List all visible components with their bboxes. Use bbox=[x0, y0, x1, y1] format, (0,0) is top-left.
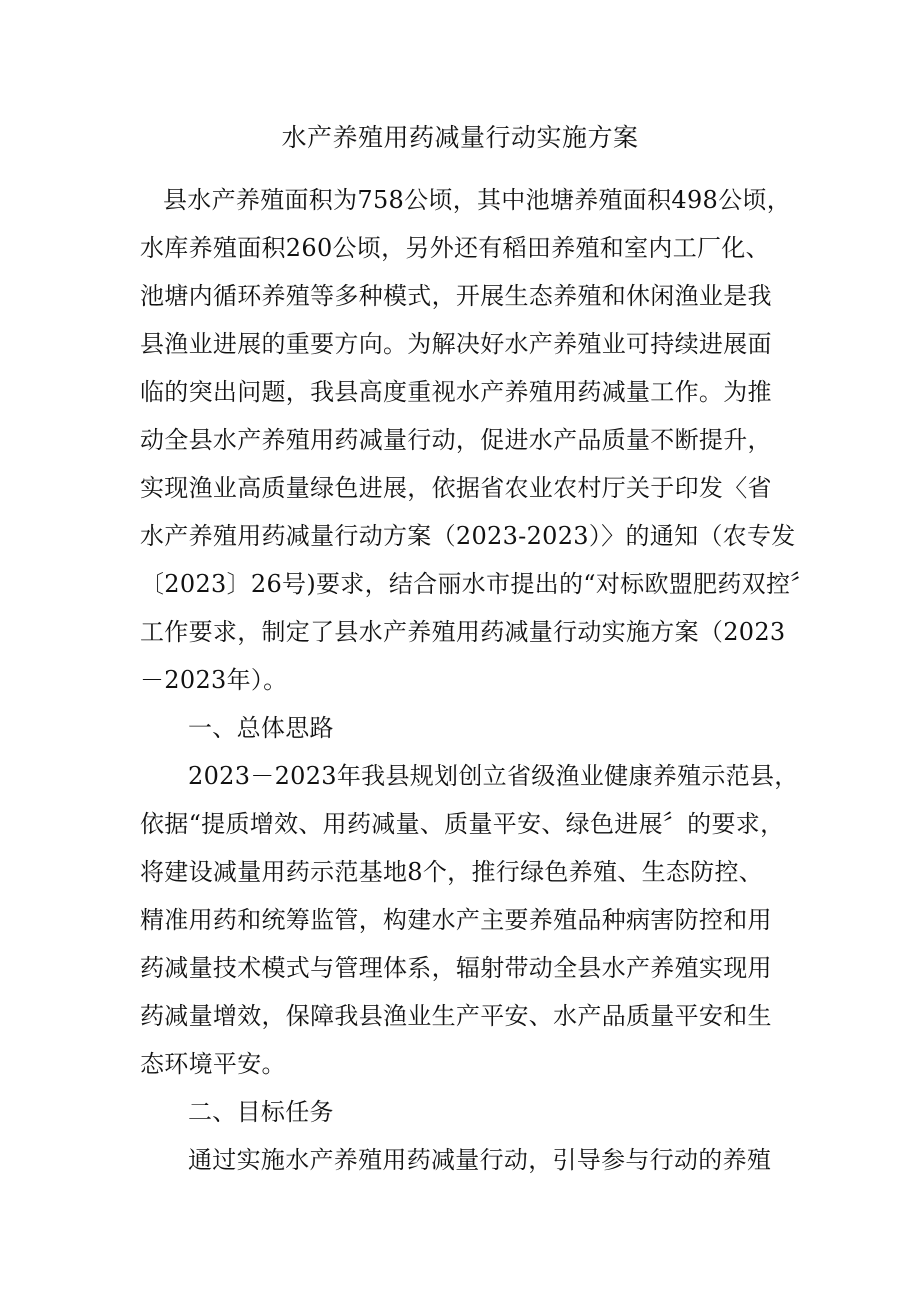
paragraph-line: 水产养殖用药减量行动方案（2023-2023）〉的通知（农专发 bbox=[140, 522, 796, 550]
paragraph-line: 〔2023〕26号)要求，结合丽水市提出的“对标欧盟肥药双控〞 bbox=[140, 570, 815, 598]
document-title: 水产养殖用药减量行动实施方案 bbox=[281, 123, 639, 152]
paragraph-line: 依据“提质增效、用药减量、质量平安、绿色进展〞的要求， bbox=[140, 810, 785, 838]
paragraph-line: 县水产养殖面积为758公顷，其中池塘养殖面积498公顷， bbox=[163, 186, 792, 214]
paragraph-line: 动全县水产养殖用药减量行动，促进水产品质量不断提升， bbox=[140, 426, 772, 454]
paragraph-line: 实现渔业高质量绿色进展，依据省农业农村厅关于印发〈省 bbox=[140, 474, 772, 502]
paragraph-line: 态环境平安。 bbox=[140, 1050, 286, 1078]
paragraph-line: 池塘内循环养殖等多种模式，开展生态养殖和休闲渔业是我 bbox=[140, 282, 772, 310]
paragraph-line: 将建设减量用药示范基地8个，推行绿色养殖、生态防控、 bbox=[140, 858, 764, 886]
section-heading-2: 二、目标任务 bbox=[188, 1098, 334, 1126]
paragraph-line: －2023年）。 bbox=[140, 666, 288, 694]
paragraph-line: 县渔业进展的重要方向。为解决好水产养殖业可持续进展面 bbox=[140, 330, 772, 358]
paragraph-line: 工作要求，制定了县水产养殖用药减量行动实施方案（2023 bbox=[140, 618, 786, 646]
paragraph-line: 药减量技术模式与管理体系，辐射带动全县水产养殖实现用 bbox=[140, 954, 772, 982]
section-heading-1: 一、总体思路 bbox=[188, 714, 334, 742]
paragraph-line: 水库养殖面积260公顷，另外还有稻田养殖和室内工厂化、 bbox=[140, 234, 770, 262]
paragraph-line: 2023－2023年我县规划创立省级渔业健康养殖示范县， bbox=[188, 762, 799, 790]
paragraph-line: 精准用药和统筹监管，构建水产主要养殖品种病害防控和用 bbox=[140, 906, 772, 934]
paragraph-line: 药减量增效，保障我县渔业生产平安、水产品质量平安和生 bbox=[140, 1002, 772, 1030]
paragraph-line: 通过实施水产养殖用药减量行动，引导参与行动的养殖 bbox=[188, 1146, 772, 1174]
paragraph-line: 临的突出问题，我县高度重视水产养殖用药减量工作。为推 bbox=[140, 378, 772, 406]
